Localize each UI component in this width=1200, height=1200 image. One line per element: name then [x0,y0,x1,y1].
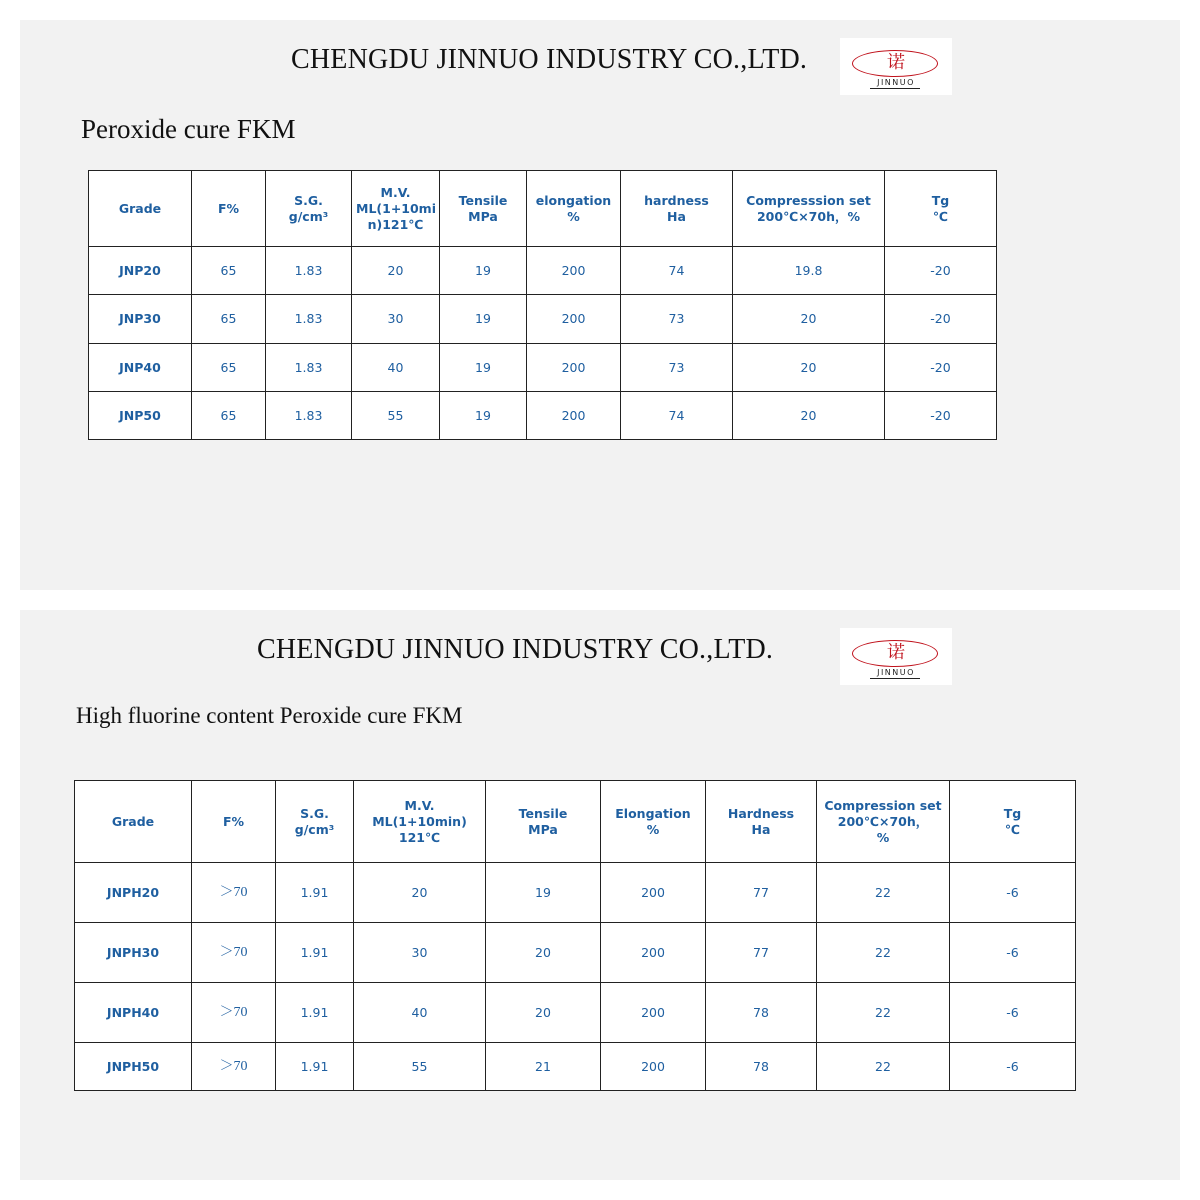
cell-sg: 1.83 [266,344,352,392]
header-hardness: Hardness Ha [706,781,817,863]
cell-elongation: 200 [601,923,706,983]
cell-tensile: 21 [486,1043,601,1091]
cell-mv: 55 [354,1043,486,1091]
cell-compression-set: 22 [817,863,950,923]
cell-f: 65 [192,344,266,392]
header-f: F% [192,781,276,863]
logo-mark: 诺 [887,642,905,663]
cell-mv: 40 [352,344,440,392]
header-compression-set: Compresssion set 200℃×70h，% [733,171,885,247]
cell-grade: JNPH50 [75,1043,192,1091]
cell-tensile: 19 [440,295,527,344]
header-hardness: hardness Ha [621,171,733,247]
cell-compression-set: 22 [817,983,950,1043]
cell-sg: 1.83 [266,295,352,344]
table-row [75,983,1076,1043]
cell-tg: -20 [885,344,997,392]
cell-f: 65 [192,295,266,344]
cell-elongation: 200 [527,392,621,440]
logo-brand: JINNUO [877,78,915,87]
company-name: CHENGDU JINNUO INDUSTRY CO.,LTD. [257,634,774,665]
cell-f: 65 [192,392,266,440]
cell-hardness: 73 [621,344,733,392]
header-tensile: Tensile MPa [486,781,601,863]
cell-tensile: 19 [440,344,527,392]
cell-tensile: 19 [440,247,527,295]
header-sg: S.G. g/cm³ [266,171,352,247]
cell-compression-set: 19.8 [733,247,885,295]
cell-mv: 30 [352,295,440,344]
cell-f: 65 [192,247,266,295]
logo-mark: 诺 [887,52,905,73]
header-tg: Tg ℃ [950,781,1076,863]
cell-f: ＞70 [192,863,276,923]
cell-grade: JNPH40 [75,983,192,1043]
cell-tg: -20 [885,392,997,440]
cell-tg: -6 [950,863,1076,923]
logo-brand: JINNUO [877,668,915,677]
cell-sg: 1.83 [266,247,352,295]
header-row [75,781,1076,863]
company-name: CHENGDU JINNUO INDUSTRY CO.,LTD. [291,44,808,75]
table-row [89,392,997,440]
cell-compression-set: 20 [733,392,885,440]
cell-compression-set: 20 [733,344,885,392]
table-row [89,247,997,295]
header-grade: Grade [89,171,192,247]
cell-hardness: 78 [706,983,817,1043]
cell-mv: 30 [354,923,486,983]
cell-compression-set: 22 [817,923,950,983]
cell-tensile: 19 [440,392,527,440]
cell-f: ＞70 [192,983,276,1043]
header-mv: M.V. ML(1+10mi n)121℃ [352,171,440,247]
header-compression-set: Compression set 200℃×70h， % [817,781,950,863]
table-row [75,923,1076,983]
table-row [75,863,1076,923]
header-tg: Tg ℃ [885,171,997,247]
cell-f: ＞70 [192,923,276,983]
cell-elongation: 200 [601,863,706,923]
table-row [75,1043,1076,1091]
section-title: High fluorine content Peroxide cure FKM [76,703,463,728]
logo-underline [870,88,920,89]
cell-grade: JNPH20 [75,863,192,923]
cell-tensile: 20 [486,923,601,983]
cell-sg: 1.91 [276,863,354,923]
spec-table [74,780,1076,1091]
cell-hardness: 74 [621,247,733,295]
cell-tensile: 20 [486,983,601,1043]
cell-compression-set: 22 [817,1043,950,1091]
header-mv: M.V. ML(1+10min) 121℃ [354,781,486,863]
cell-sg: 1.83 [266,392,352,440]
cell-grade: JNP40 [89,344,192,392]
spec-table [88,170,997,440]
slide-high-fluorine-peroxide-cure [20,610,1180,1180]
cell-mv: 40 [354,983,486,1043]
cell-mv: 55 [352,392,440,440]
header-elongation: Elongation % [601,781,706,863]
cell-sg: 1.91 [276,983,354,1043]
cell-elongation: 200 [527,247,621,295]
cell-elongation: 200 [601,1043,706,1091]
cell-sg: 1.91 [276,923,354,983]
jinnuo-logo [840,628,952,685]
header-f: F% [192,171,266,247]
cell-elongation: 200 [527,344,621,392]
cell-grade: JNP30 [89,295,192,344]
header-sg: S.G. g/cm³ [276,781,354,863]
cell-grade: JNP20 [89,247,192,295]
cell-hardness: 77 [706,923,817,983]
cell-elongation: 200 [601,983,706,1043]
header-row [89,171,997,247]
cell-hardness: 78 [706,1043,817,1091]
header-tensile: Tensile MPa [440,171,527,247]
cell-tg: -6 [950,983,1076,1043]
cell-tg: -6 [950,923,1076,983]
jinnuo-logo [840,38,952,95]
cell-tg: -20 [885,295,997,344]
header-grade: Grade [75,781,192,863]
cell-grade: JNP50 [89,392,192,440]
logo-underline [870,678,920,679]
cell-mv: 20 [352,247,440,295]
table-row [89,344,997,392]
cell-hardness: 74 [621,392,733,440]
section-title: Peroxide cure FKM [81,114,296,144]
header-elongation: elongation % [527,171,621,247]
cell-elongation: 200 [527,295,621,344]
table-row [89,295,997,344]
cell-mv: 20 [354,863,486,923]
slide-peroxide-cure [20,20,1180,590]
cell-hardness: 73 [621,295,733,344]
cell-tg: -20 [885,247,997,295]
cell-sg: 1.91 [276,1043,354,1091]
cell-compression-set: 20 [733,295,885,344]
cell-grade: JNPH30 [75,923,192,983]
cell-hardness: 77 [706,863,817,923]
cell-tensile: 19 [486,863,601,923]
cell-f: ＞70 [192,1043,276,1091]
cell-tg: -6 [950,1043,1076,1091]
